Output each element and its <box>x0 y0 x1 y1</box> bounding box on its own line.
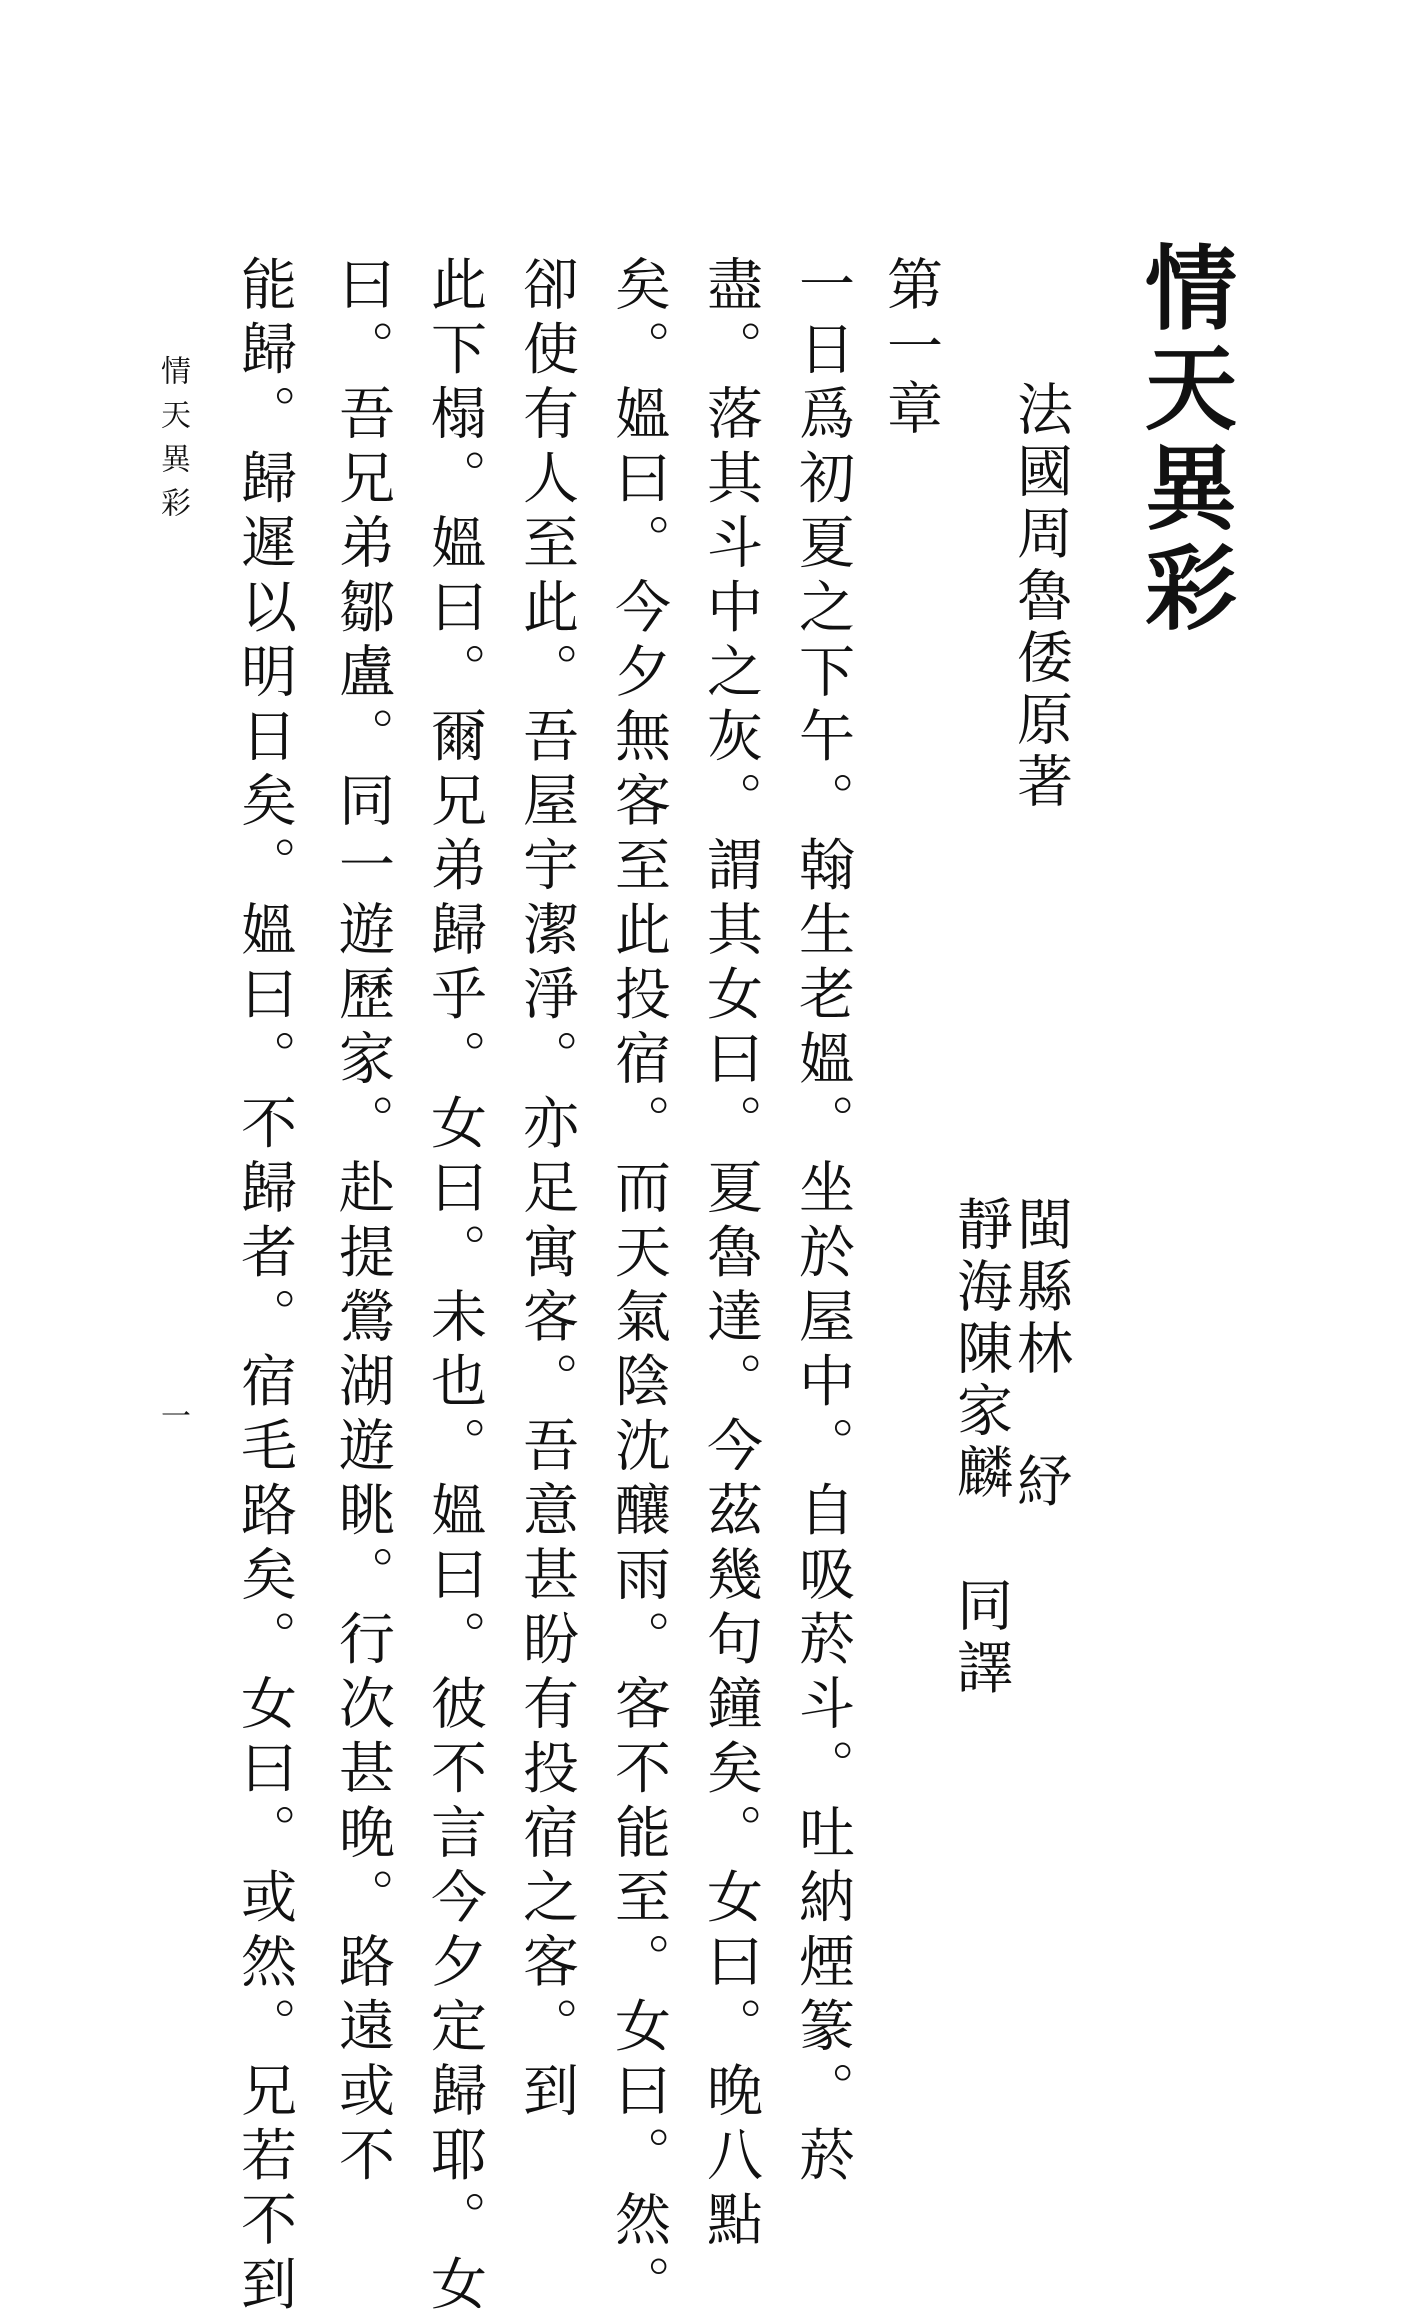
book-title: 情天異彩 <box>1130 240 1238 640</box>
translator-line-1: 閩縣林 紓 <box>1008 1195 1073 1514</box>
body-column: 卻使有人至此。吾屋宇潔淨。亦足寓客。吾意甚盼有投宿之客。到 <box>514 255 579 2126</box>
page-number: 一 <box>155 1400 190 1430</box>
body-column: 能歸。歸遲以明日矣。媼曰。不歸者。宿毛路矣。女曰。或然。兄若不到 <box>232 255 297 2319</box>
body-column: 矣。媼曰。今夕無客至此投宿。而天氣陰沈釀雨。客不能至。女曰。然。 <box>606 255 671 2319</box>
translator-line-2: 靜海陳家麟 同譯 <box>948 1195 1013 1700</box>
body-column: 此下榻。媼曰。爾兄弟歸乎。女曰。未也。媼曰。彼不言今夕定歸耶。女 <box>422 255 487 2319</box>
chapter-heading: 第一章 <box>878 255 943 441</box>
original-author-line: 法國周魯倭原著 <box>1008 380 1073 814</box>
body-column: 一日爲初夏之下午。翰生老媼。坐於屋中。自吸菸斗。吐納煙篆。菸 <box>790 255 855 2190</box>
body-column: 盡。落其斗中之灰。謂其女曰。夏魯達。今茲幾句鐘矣。女曰。晚八點 <box>698 255 763 2255</box>
margin-running-title: 情天異彩 <box>155 355 190 531</box>
body-column: 曰。吾兄弟鄒盧。同一遊歷家。赴提鶯湖遊眺。行次甚晚。路遠或不 <box>330 255 395 2190</box>
